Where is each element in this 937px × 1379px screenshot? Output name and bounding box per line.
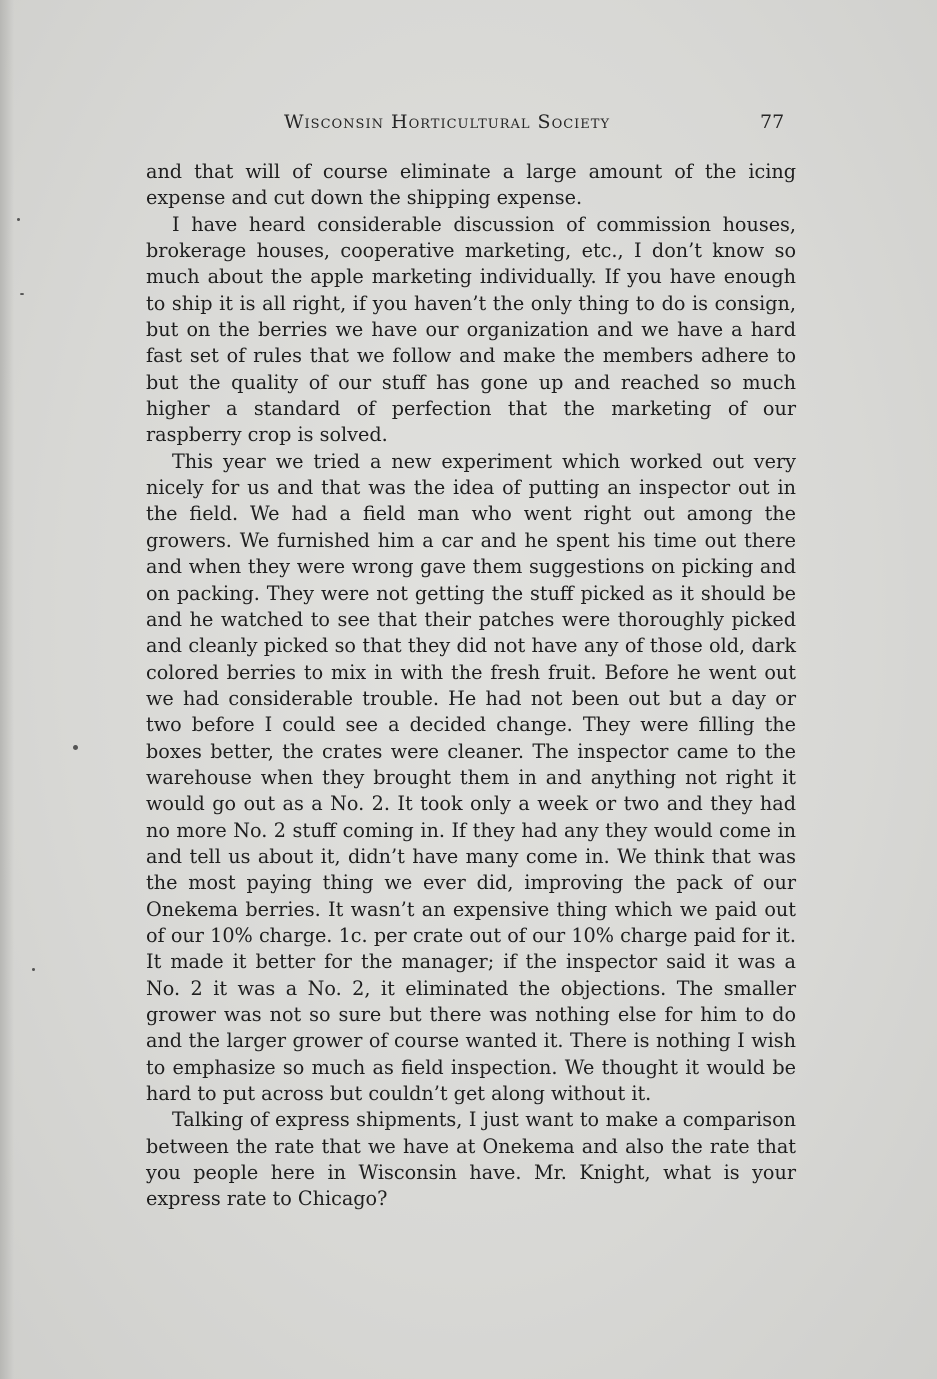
page-number: 77 — [760, 111, 785, 133]
paragraph-continued: and that will of course eliminate a large amount of the icing expense and cut down the shipping expense. — [146, 160, 796, 210]
scan-speck — [73, 745, 78, 750]
scan-speck — [17, 218, 20, 221]
running-head-title: Wisconsin Horticultural Society — [284, 111, 611, 133]
binding-shadow — [0, 0, 14, 1379]
scan-speck — [32, 968, 35, 971]
running-head — [0, 111, 937, 141]
paragraph-field-inspection: This year we tried a new experiment which worked out very nicely for us and that was the idea of putting an inspector out in the field. We had a field man who went right out among the growers. We furnished him a car and he spent his time out there and when they were wrong gave them suggestions on picking and on packing. They were not getting the stuff picked as it should be and he watched to see that their patches were thoroughly picked and cleanly picked so that they did not have any of those old, dark colored berries to mix in with the fresh fruit. Before he went out we had considerable trouble. He had not been out but a day or two before I could see a decided change. They were filling the boxes better, the crates were cleaner. The inspector came to the warehouse when they brought them in and anything not right it would go out as a No. 2. It took only a week or two and they had no more No. 2 stuff coming in. If they had any they would come in and tell us about it, didn’t have many come in. We think that was the most paying thing we ever did, improving the pack of our Onekema berries. It wasn’t an expensive thing which we paid out of our 10% charge. 1c. per crate out of our 10% charge paid for it. It made it better for the manager; if the inspector said it was a No. 2 it was a No. 2, it eliminated the objections. The smaller grower was not so sure but there was nothing else for him to do and the larger grower of course wanted it. There is nothing I wish to emphasize so much as field inspection. We thought it would be hard to put across but couldn’t get along without it. — [146, 449, 796, 1106]
paragraph-marketing: I have heard considerable discussion of commission houses, brokerage houses, cooperative marketing, etc., I don’t know so much about the apple marketing individually. If you have enough to ship it is all right, if you haven’t the only thing to do is consign, but on the berries we have our organization and we have a hard fast set of rules that we follow and make the members adhere to but the quality of our stuff has gone up and reached so much higher a standard of perfection that the marketing of our raspberry crop is solved. — [146, 212, 796, 447]
scan-speck — [20, 293, 24, 295]
body-text — [146, 159, 796, 1213]
paragraph-express-rates: Talking of express shipments, I just want to make a comparison between the rate that we have at Onekema and also the rate that you people here in Wisconsin have. Mr. Knight, what is your express rate to Chicago? — [146, 1108, 796, 1211]
